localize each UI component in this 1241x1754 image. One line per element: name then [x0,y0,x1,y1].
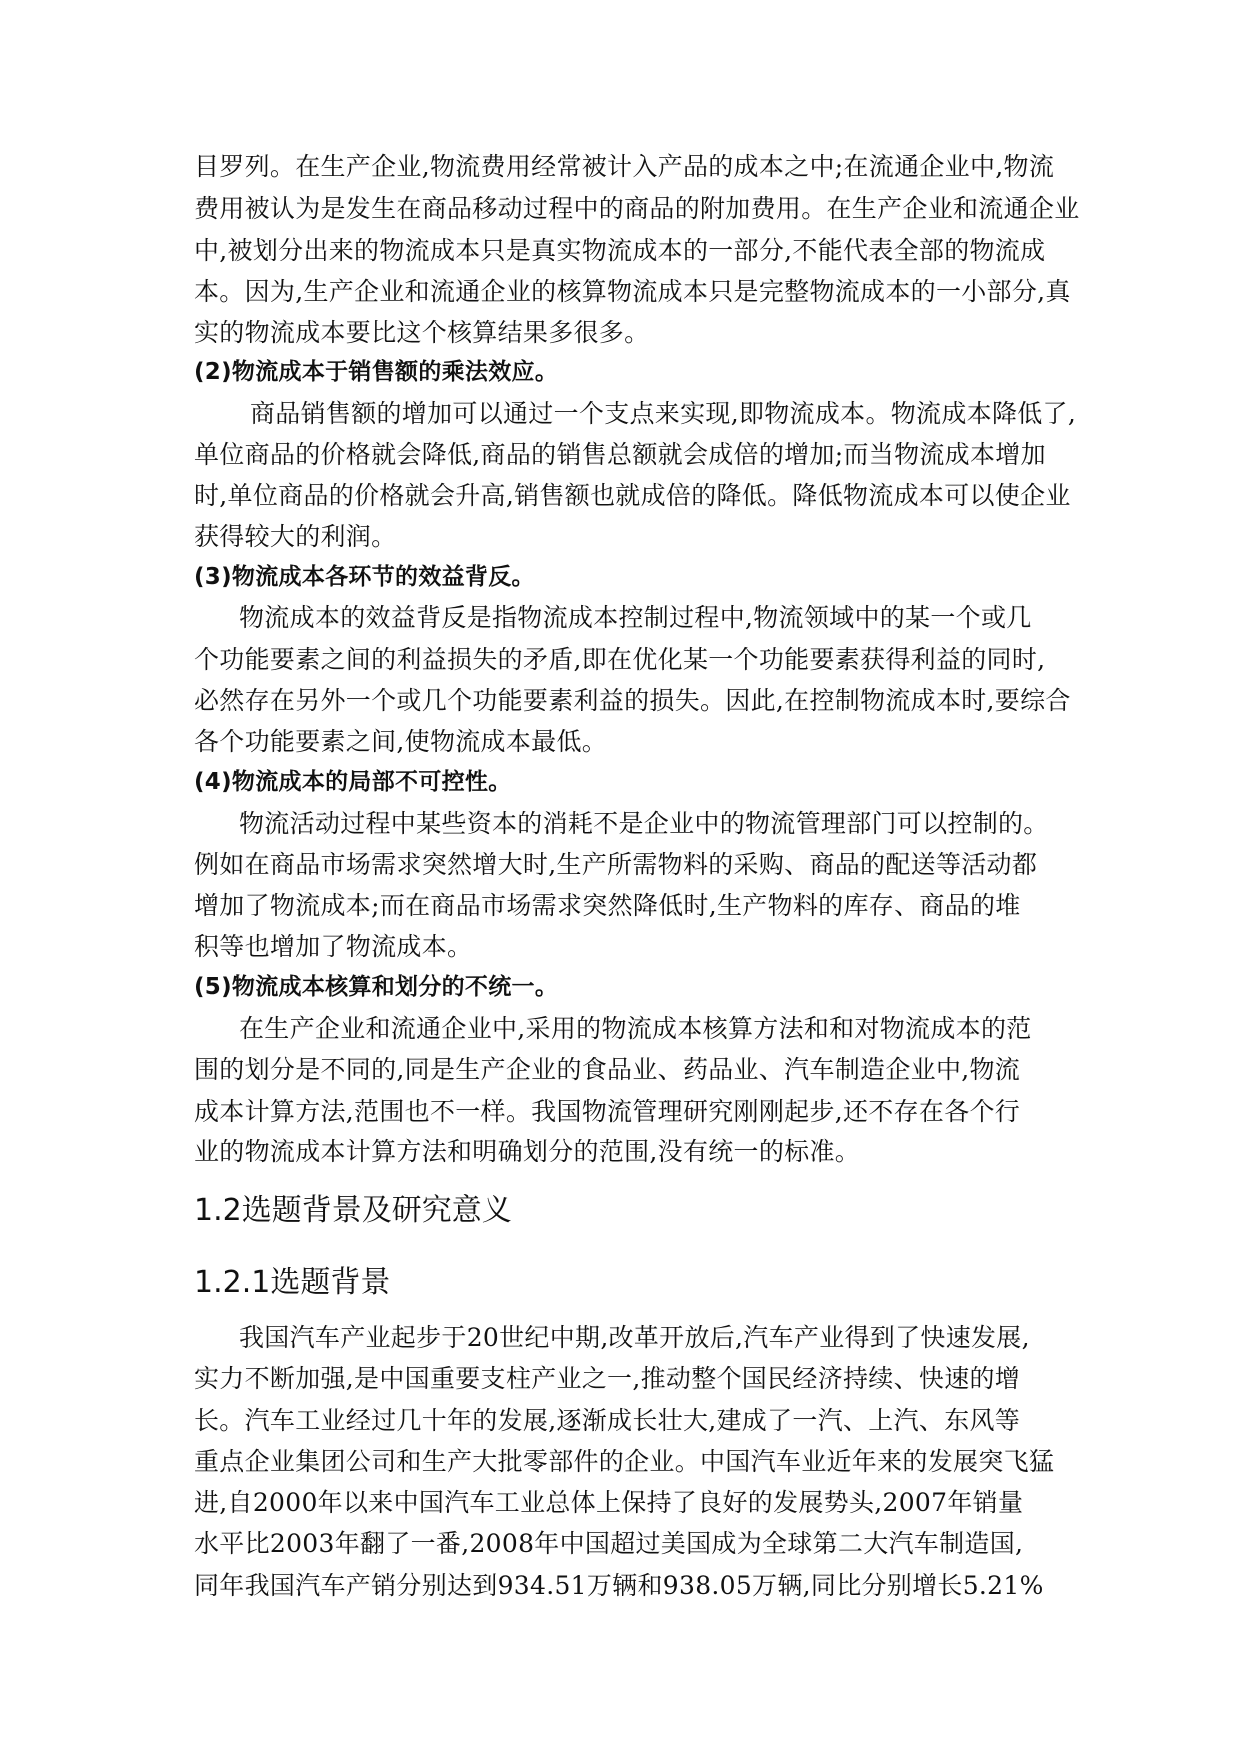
body-line: 时,单位商品的价格就会升高,销售额也就成倍的降低。降低物流成本可以使企业 [194,481,1071,510]
body-line: 中,被划分出来的物流成本只是真实物流成本的一部分,不能代表全部的物流成 [194,236,1046,265]
body-line: 实力不断加强,是中国重要支柱产业之一,推动整个国民经济持续、快速的增 [194,1364,1021,1393]
body-line: 实的物流成本要比这个核算结果多很多。 [194,318,650,347]
body-line: 在生产企业和流通企业中,采用的物流成本核算方法和和对物流成本的范 [239,1014,1032,1043]
section-subheading: (2)物流成本于销售额的乘法效应。 [194,359,559,385]
body-line: 物流活动过程中某些资本的消耗不是企业中的物流管理部门可以控制的。 [239,809,1049,838]
body-line: 业的物流成本计算方法和明确划分的范围,没有统一的标准。 [194,1137,861,1166]
body-line: 成本计算方法,范围也不一样。我国物流管理研究刚刚起步,还不存在各个行 [194,1097,1021,1126]
body-line: 进,自2000年以来中国汽车工业总体上保持了良好的发展势头,2007年销量 [194,1488,1024,1517]
section-subheading: (4)物流成本的局部不可控性。 [194,769,512,795]
body-line: 积等也增加了物流成本。 [194,932,473,961]
section-subheading: (3)物流成本各环节的效益背反。 [194,564,535,590]
section-heading: 1.2.1选题背景 [194,1265,391,1300]
section-heading: 1.2选题背景及研究意义 [194,1193,512,1228]
body-line: 增加了物流成本;而在商品市场需求突然降低时,生产物料的库存、商品的堆 [194,891,1021,920]
body-line: 围的划分是不同的,同是生产企业的食品业、药品业、汽车制造企业中,物流 [194,1055,1021,1084]
body-line: 长。汽车工业经过几十年的发展,逐渐成长壮大,建成了一汽、上汽、东风等 [194,1406,1021,1435]
body-line: 物流成本的效益背反是指物流成本控制过程中,物流领域中的某一个或几 [239,603,1032,632]
body-line: 各个功能要素之间,使物流成本最低。 [194,727,608,756]
body-line: 本。因为,生产企业和流通企业的核算物流成本只是完整物流成本的一小部分,真 [194,277,1071,306]
body-line: 目罗列。在生产企业,物流费用经常被计入产品的成本之中;在流通企业中,物流 [194,152,1055,181]
body-line: 重点企业集团公司和生产大批零部件的企业。中国汽车业近年来的发展突飞猛 [194,1447,1055,1476]
section-subheading: (5)物流成本核算和划分的不统一。 [194,974,559,1000]
body-line: 获得较大的利润。 [194,522,397,551]
body-line: 个功能要素之间的利益损失的矛盾,即在优化某一个功能要素获得利益的同时, [194,645,1046,674]
body-line: 单位商品的价格就会降低,商品的销售总额就会成倍的增加;而当物流成本增加 [194,440,1046,469]
body-line: 同年我国汽车产销分别达到934.51万辆和938.05万辆,同比分别增长5.21% [194,1571,1044,1600]
body-line: 费用被认为是发生在商品移动过程中的商品的附加费用。在生产企业和流通企业 [194,194,1080,223]
body-line: 例如在商品市场需求突然增大时,生产所需物料的采购、商品的配送等活动都 [194,850,1038,879]
body-line: 必然存在另外一个或几个功能要素利益的损失。因此,在控制物流成本时,要综合 [194,686,1071,715]
body-line: 商品销售额的增加可以通过一个支点来实现,即物流成本。物流成本降低了, [250,399,1077,428]
body-line: 水平比2003年翻了一番,2008年中国超过美国成为全球第二大汽车制造国, [194,1529,1024,1558]
body-line: 我国汽车产业起步于20世纪中期,改革开放后,汽车产业得到了快速发展, [239,1323,1030,1352]
